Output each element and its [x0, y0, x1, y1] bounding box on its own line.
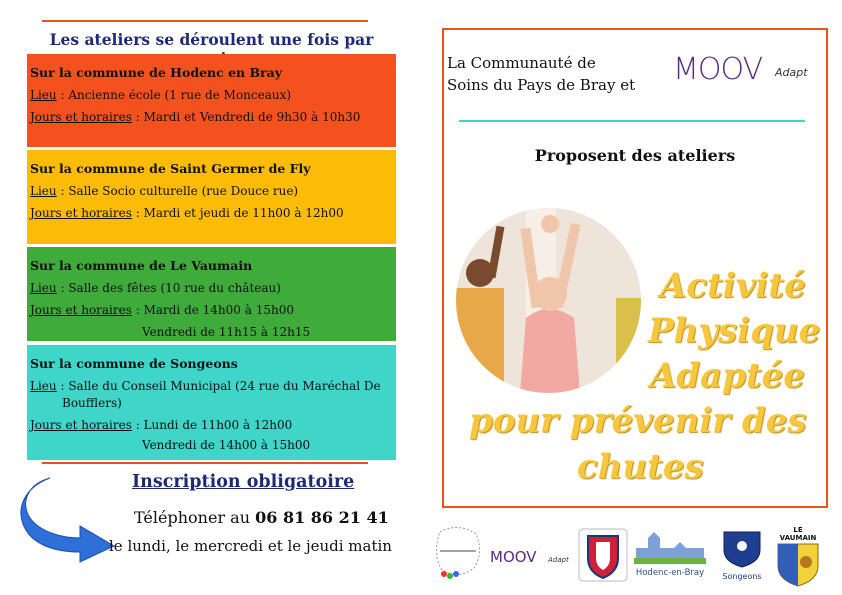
phone-line [134, 508, 389, 527]
schedule-block-saint-germer [27, 150, 396, 244]
school-crest-logo [578, 528, 628, 582]
inscription-heading: Inscription obligatoire [132, 472, 355, 492]
moov-adapt-logo [673, 52, 821, 92]
curved-arrow-icon [18, 472, 118, 564]
le-vaumain-logo [774, 526, 822, 582]
community-logo [430, 524, 486, 584]
lieu-value: Salle du Conseil Municipal (24 rue du Maréchal De [68, 379, 381, 393]
lieu-line: Lieu : Salle du Conseil Municipal (24 rue du Maréchal De Boufflers) [30, 379, 381, 410]
headline-line-2: Physique [648, 311, 821, 351]
moov-adapt-small-logo [490, 548, 570, 570]
schedule-block-songeons [27, 345, 396, 460]
moov-logo-adapt: Adapt [775, 66, 808, 79]
schedule-title: Les ateliers se déroulent une fois par [49, 30, 374, 49]
lieu-value-cont: Boufflers) [62, 396, 122, 410]
moov-logo-text: MOOV [673, 52, 763, 87]
schedule-block-hodenc [27, 54, 396, 147]
community-line-2: Soins du Pays de Bray et [447, 76, 636, 94]
lieu-value: Salle des fêtes (10 rue du château) [68, 281, 281, 295]
exercise-photo [456, 208, 641, 393]
horaire-value: Lundi de 11h00 à 12h00 [143, 418, 293, 432]
moov-small-text: MOOV [490, 548, 537, 566]
songeons-logo [720, 530, 764, 580]
horaire-value: Vendredi de 11h15 à 12h15 [142, 325, 311, 339]
horaire-value: Mardi et Vendredi de 9h30 à 10h30 [143, 110, 361, 124]
lieu-value: Salle Socio culturelle (rue Douce rue) [68, 184, 299, 198]
horaires-line: Jours et horaires : Mardi de 14h00 à 15h00 [30, 303, 294, 317]
vaumain-logo-text: LE VAUMAIN [779, 526, 817, 542]
separator-line [459, 120, 805, 122]
horaire-value: Vendredi de 14h00 à 15h00 [142, 438, 311, 452]
horaires-line: Jours et horaires : Mardi et Vendredi de 9h30 à 10h30 [30, 110, 361, 124]
headline-line-4: pour prévenir des [469, 401, 807, 441]
top-rule [42, 20, 368, 22]
lieu-line: Lieu : Ancienne école (1 rue de Monceaux) [30, 88, 292, 102]
bottom-rule [42, 462, 368, 464]
jours-label: Jours et horaires [30, 206, 132, 220]
days-line: le lundi, le mercredi et le jeudi matin [109, 537, 392, 555]
lieu-line: Lieu : Salle Socio culturelle (rue Douce rue) [30, 184, 299, 198]
headline-line-3: Adaptée [650, 356, 805, 396]
jours-label: Jours et horaires [30, 418, 132, 432]
headline-line-1: Activité [660, 266, 806, 306]
lieu-label: Lieu [30, 88, 57, 102]
lieu-label: Lieu [30, 281, 57, 295]
propose-heading: Proposent des ateliers [534, 146, 736, 165]
moov-small-adapt: Adapt [548, 556, 569, 564]
community-line-1: La Communauté de [447, 54, 596, 72]
commune-name: Sur la commune de Saint Germer de Fly [30, 161, 311, 176]
lieu-line: Lieu : Salle des fêtes (10 rue du château) [30, 281, 281, 295]
hodenc-en-bray-logo [634, 528, 706, 580]
horaire-value: Mardi et jeudi de 11h00 à 12h00 [143, 206, 344, 220]
headline-line-5: chutes [577, 447, 704, 487]
horaires-line: Jours et horaires : Mardi et jeudi de 11h00 à 12h00 [30, 206, 344, 220]
songeons-logo-text: Songeons [722, 572, 762, 581]
hodenc-logo-text: Hodenc-en-Bray [635, 568, 705, 578]
lieu-value: Ancienne école (1 rue de Monceaux) [68, 88, 292, 102]
commune-name: Sur la commune de Songeons [30, 356, 238, 371]
commune-name: Sur la commune de Hodenc en Bray [30, 65, 282, 80]
jours-label: Jours et horaires [30, 110, 132, 124]
phone-number[interactable]: 06 81 86 21 41 [255, 508, 389, 527]
lieu-label: Lieu [30, 184, 57, 198]
schedule-block-le-vaumain [27, 247, 396, 341]
jours-label: Jours et horaires [30, 303, 132, 317]
commune-name: Sur la commune de Le Vaumain [30, 258, 253, 273]
community-text [447, 52, 635, 96]
lieu-label: Lieu [30, 379, 57, 393]
horaire-value: Mardi de 14h00 à 15h00 [143, 303, 294, 317]
horaires-line: Jours et horaires : Lundi de 11h00 à 12h00 [30, 418, 293, 432]
phone-prefix: Téléphoner au [134, 508, 251, 527]
